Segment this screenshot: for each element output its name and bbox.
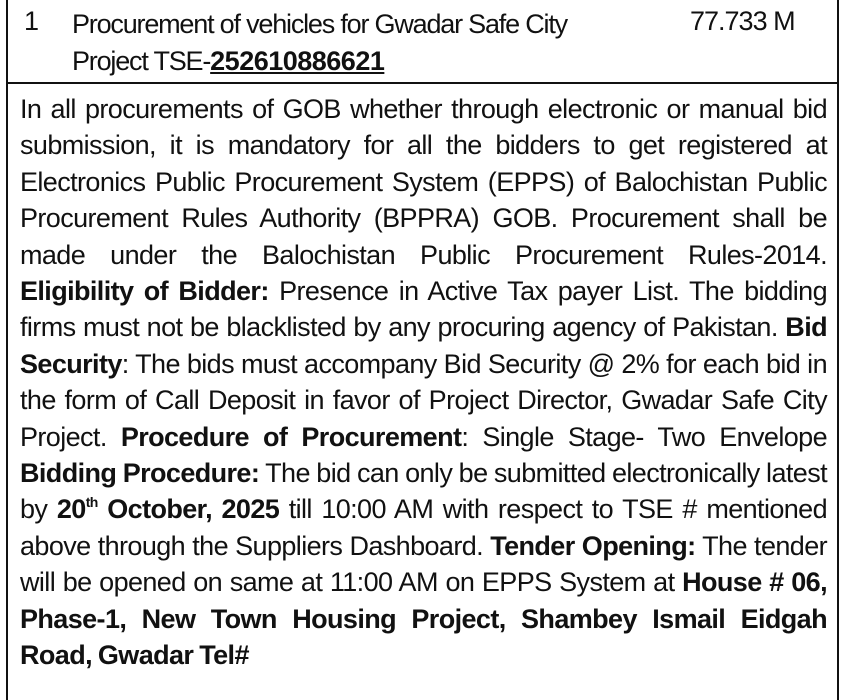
notice-frame (6, 0, 839, 700)
deadline-suffix: th (85, 494, 98, 511)
eligibility-text: Presence in Active Tax payer List. The bidding firms must not be blacklisted by any procuring agency of Pakistan. (20, 276, 827, 343)
tender-opening-label: Tender Opening: (490, 530, 696, 561)
estimated-amount: 77.733 M (690, 6, 795, 36)
bidding-procedure-text: The bid can only be submitted electronically latest by (20, 458, 827, 525)
deadline-day: 20 (56, 494, 86, 525)
tender-row (8, 0, 837, 84)
intro-text: In all procurements of GOB whether through electronic or manual bid submission, it is mandatory for all the bidders to get registered at Electronics Public Procurement System (EPPS) of Balochistan Public Procurement Rules Authority (BPPRA) GOB. Procurement shall be made under the Balochistan Public Procurement Rules-2014. (20, 94, 827, 270)
bidding-procedure-label: Bidding Procedure: (20, 458, 260, 489)
serial-number: 1 (24, 6, 39, 36)
bid-security-label: Bid Security (20, 312, 827, 379)
deadline-month-year: October, 2025 (97, 494, 280, 525)
description-text: Procurement of vehicles for Gwadar Safe City Project TSE- (72, 9, 567, 76)
notice-body (20, 91, 827, 674)
office-address: House # 06, Phase-1, New Town Housing Project, Shambey Ismail Eidgah Road, Gwadar Tel# (20, 567, 827, 671)
tender-opening-text: The tender will be opened on same at 11:00 AM on EPPS System at (20, 530, 827, 598)
tse-number: 252610886621 (210, 46, 385, 76)
procedure-text: : Single Stage- Two Envelope (461, 421, 827, 452)
deadline-date (57, 494, 279, 524)
deadline-time-text: till 10:00 AM with respect to TSE # mentioned above through the Suppliers Dashboard. (20, 494, 828, 561)
bid-security-text: : The bids must accompany Bid Security @ 2% for each bid in the form of Call Deposit in favor of Project Director, Gwadar Safe City Project. (20, 348, 827, 452)
procedure-label: Procedure of Procurement (120, 421, 462, 452)
tender-description (72, 6, 612, 80)
eligibility-label: Eligibility of Bidder: (20, 276, 269, 307)
